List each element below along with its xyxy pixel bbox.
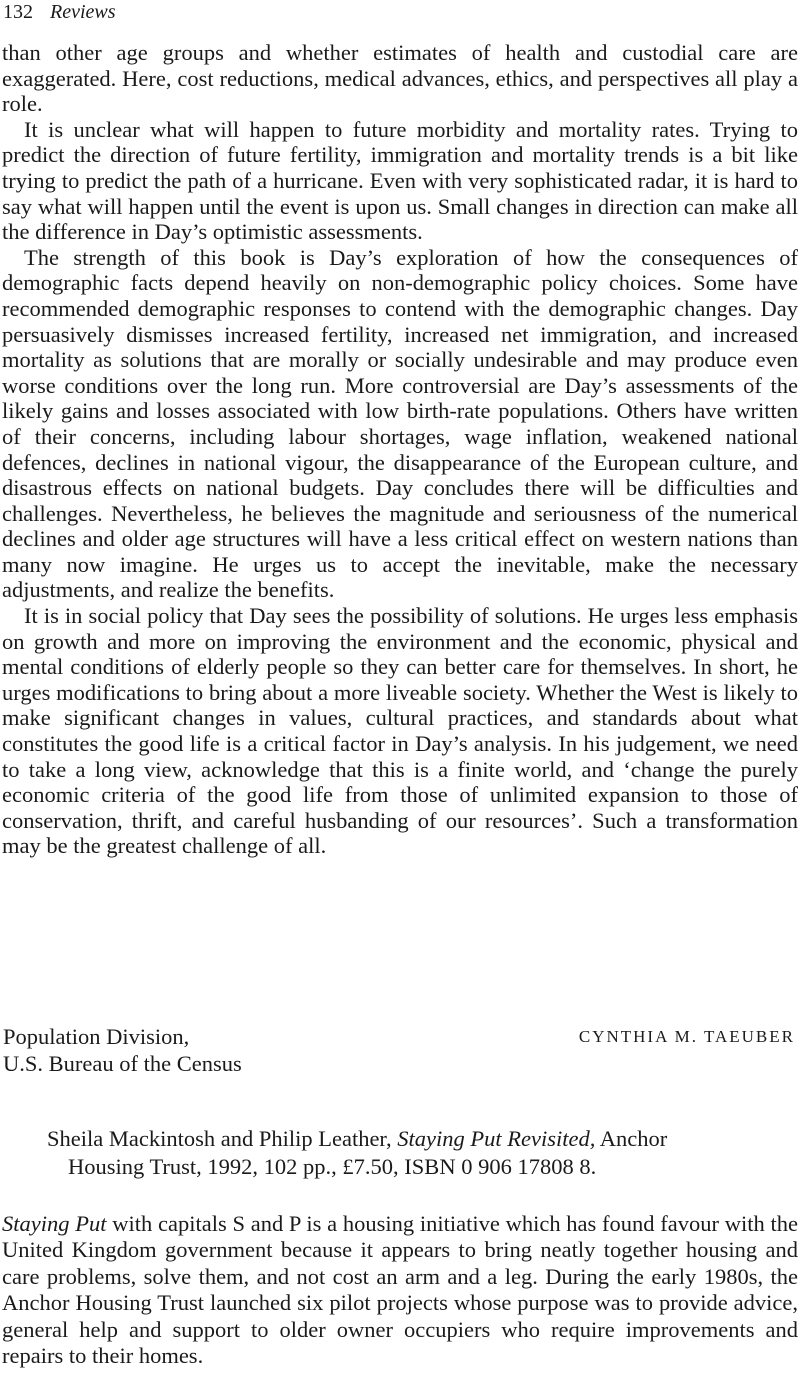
paragraph-text: with capitals S and P is a housing initiative which has found favour with the United Kingdom government because it appears to bring neatly together housing and care problems, solve them, and not cost an arm and a leg. During the early 1980s, the Anchor Housing Trust launched six pilot projects whose purpose was to provide advice, general help and support to older owner occupiers who require improvements and repairs to their homes. — [2, 1211, 798, 1369]
paragraph: The strength of this book is Day’s exploration of how the consequences of demographic facts depend heavily on non-demographic policy choices. Some have recommended demographic responses to contend with the demographic changes. Day persuasively dismisses increased fertility, increased net immigration, and increased mortality as solutions that are morally or socially undesirable and may produce even worse conditions over the long run. More controversial are Day’s assessments of the likely gains and losses associated with low birth-rate populations. Others have written of their concerns, including labour shortages, wage inflation, weakened national defences, declines in national vigour, the disappearance of the European culture, and disastrous effects on national budgets. Day concludes there will be difficulties and challenges. Nevertheless, he believes the magnitude and seriousness of the numerical declines and older age structures will have a less critical effect on western nations than many now imagine. He urges us to accept the inevitable, make the necessary adjustments, and realize the benefits. — [2, 244, 798, 603]
citation-title: Staying Put Revisited, — [397, 1126, 596, 1151]
book-citation — [47, 1125, 797, 1181]
italic-term: Staying Put — [2, 1211, 107, 1236]
citation-details: Housing Trust, 1992, 102 pp., £7.50, ISBN 0 906 17808 8. — [68, 1154, 597, 1179]
reviewer-name: CYNTHIA M. TAEUBER — [578, 1027, 795, 1046]
paragraph — [2, 1211, 798, 1369]
running-head — [3, 0, 116, 24]
affiliation-line: U.S. Bureau of the Census — [3, 1051, 242, 1076]
page-number: 132 — [3, 1, 33, 23]
second-review-body — [2, 1211, 798, 1369]
citation-publisher: Anchor — [599, 1126, 668, 1151]
affiliation-line: Population Division, — [3, 1024, 190, 1049]
paragraph: It is unclear what will happen to future morbidity and mortality rates. Trying to predict the direction of future fertility, immigration and mortality trends is a bit like trying to predict the path of a hurricane. Even with very sophisticated radar, it is hard to say what will happen until the event is upon us. Small changes in direction can make all the difference in Day’s optimistic assessments. — [2, 116, 798, 245]
section-title: Reviews — [50, 1, 116, 23]
citation-authors: Sheila Mackintosh and Philip Leather, — [47, 1126, 392, 1151]
paragraph: It is in social policy that Day sees the possibility of solutions. He urges less emphasis on growth and more on improving the environment and the economic, physical and mental conditions of elderly people so they can better care for themselves. In short, he urges modifications to bring about a more liveable society. Whether the West is likely to make significant changes in values, cultural practices, and standards about what constitutes the good life is a critical factor in Day’s analysis. In his judgement, we need to take a long view, acknowledge that this is a finite world, and ‘change the purely economic criteria of the good life from those of unlimited expansion to those of conservation, thrift, and careful husbanding of our resources’. Such a transformation may be the greatest challenge of all. — [2, 603, 798, 859]
paragraph: than other age groups and whether estimates of health and custodial care are exaggerated. Here, cost reductions, medical advances, ethics, and perspectives all play a role. — [2, 40, 798, 117]
first-review-body — [2, 40, 798, 859]
reviewer-signature — [3, 1023, 795, 1077]
